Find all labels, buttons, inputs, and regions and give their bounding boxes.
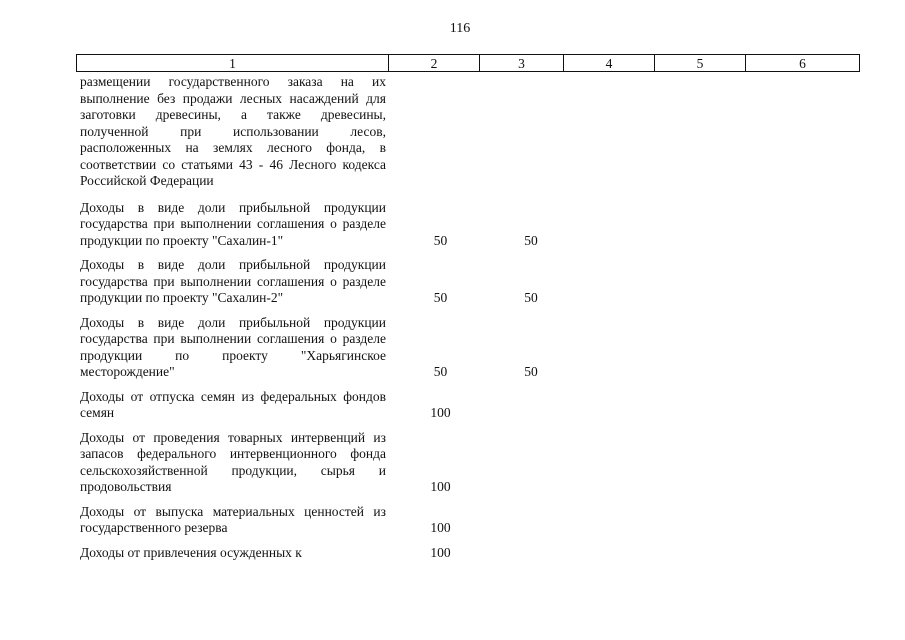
- row-col2-value: 50: [433, 364, 448, 379]
- row-col3-value: 50: [524, 290, 538, 305]
- row-col2-value: 50: [433, 232, 448, 248]
- row-description: Доходы в виде доли прибыльной продукции государства при выполнении соглашения о разделе продукции по проекту "Сахалин-1": [80, 199, 386, 248]
- row-description: Доходы от привлечения осужденных к: [80, 544, 302, 560]
- table-row: [80, 545, 880, 562]
- page-number: 116: [449, 21, 471, 36]
- row-col3-value: 50: [524, 232, 538, 248]
- column-header-1: 1: [77, 55, 389, 71]
- table-body: [80, 74, 880, 569]
- row-description: Доходы от отпуска семян из федеральных фондов семян: [80, 388, 386, 420]
- table-row: [80, 504, 880, 537]
- column-header-2: 2: [389, 55, 480, 71]
- row-col2-value: 100: [430, 479, 451, 494]
- table-row: [80, 315, 880, 381]
- row-col2-value: 100: [430, 405, 451, 420]
- row-col3-value: 50: [524, 364, 538, 379]
- table-row: [80, 200, 880, 250]
- column-header-5: 5: [655, 55, 746, 71]
- column-header-4: 4: [564, 55, 655, 71]
- column-header-6: 6: [799, 56, 806, 71]
- table-row: [80, 257, 880, 307]
- row-description: Доходы в виде доли прибыльной продукции государства при выполнении соглашения о разделе продукции по проекту "Сахалин-2": [80, 257, 386, 305]
- row-col2-value: 50: [433, 290, 448, 305]
- row-description: Доходы от выпуска материальных ценностей из государственного резерва: [80, 503, 386, 535]
- table-row: [80, 74, 880, 190]
- row-description: Доходы в виде доли прибыльной продукции государства при выполнении соглашения о разделе продукции по проекту "Харьягинское месторождение": [80, 314, 386, 379]
- row-col2-value: 100: [430, 544, 451, 560]
- row-description: Доходы от проведения товарных интервенций из запасов федерального интервенционного фонда сельскохозяйственной продукции, сырья и продовольствия: [80, 429, 386, 494]
- table-row: [80, 389, 880, 422]
- column-header-row: [76, 54, 860, 72]
- column-header-3: 3: [480, 55, 564, 71]
- table-row: [80, 430, 880, 496]
- row-col2-value: 100: [430, 520, 451, 535]
- row-description: размещении государственного заказа на их выполнение без продажи лесных насаждений для заготовки древесины, а также древесины, полученной при использовании лесов, расположенных на землях лесного фонда, в соответствии со статьями 43 - 46 Лесного кодекса Российской Федерации: [80, 74, 386, 188]
